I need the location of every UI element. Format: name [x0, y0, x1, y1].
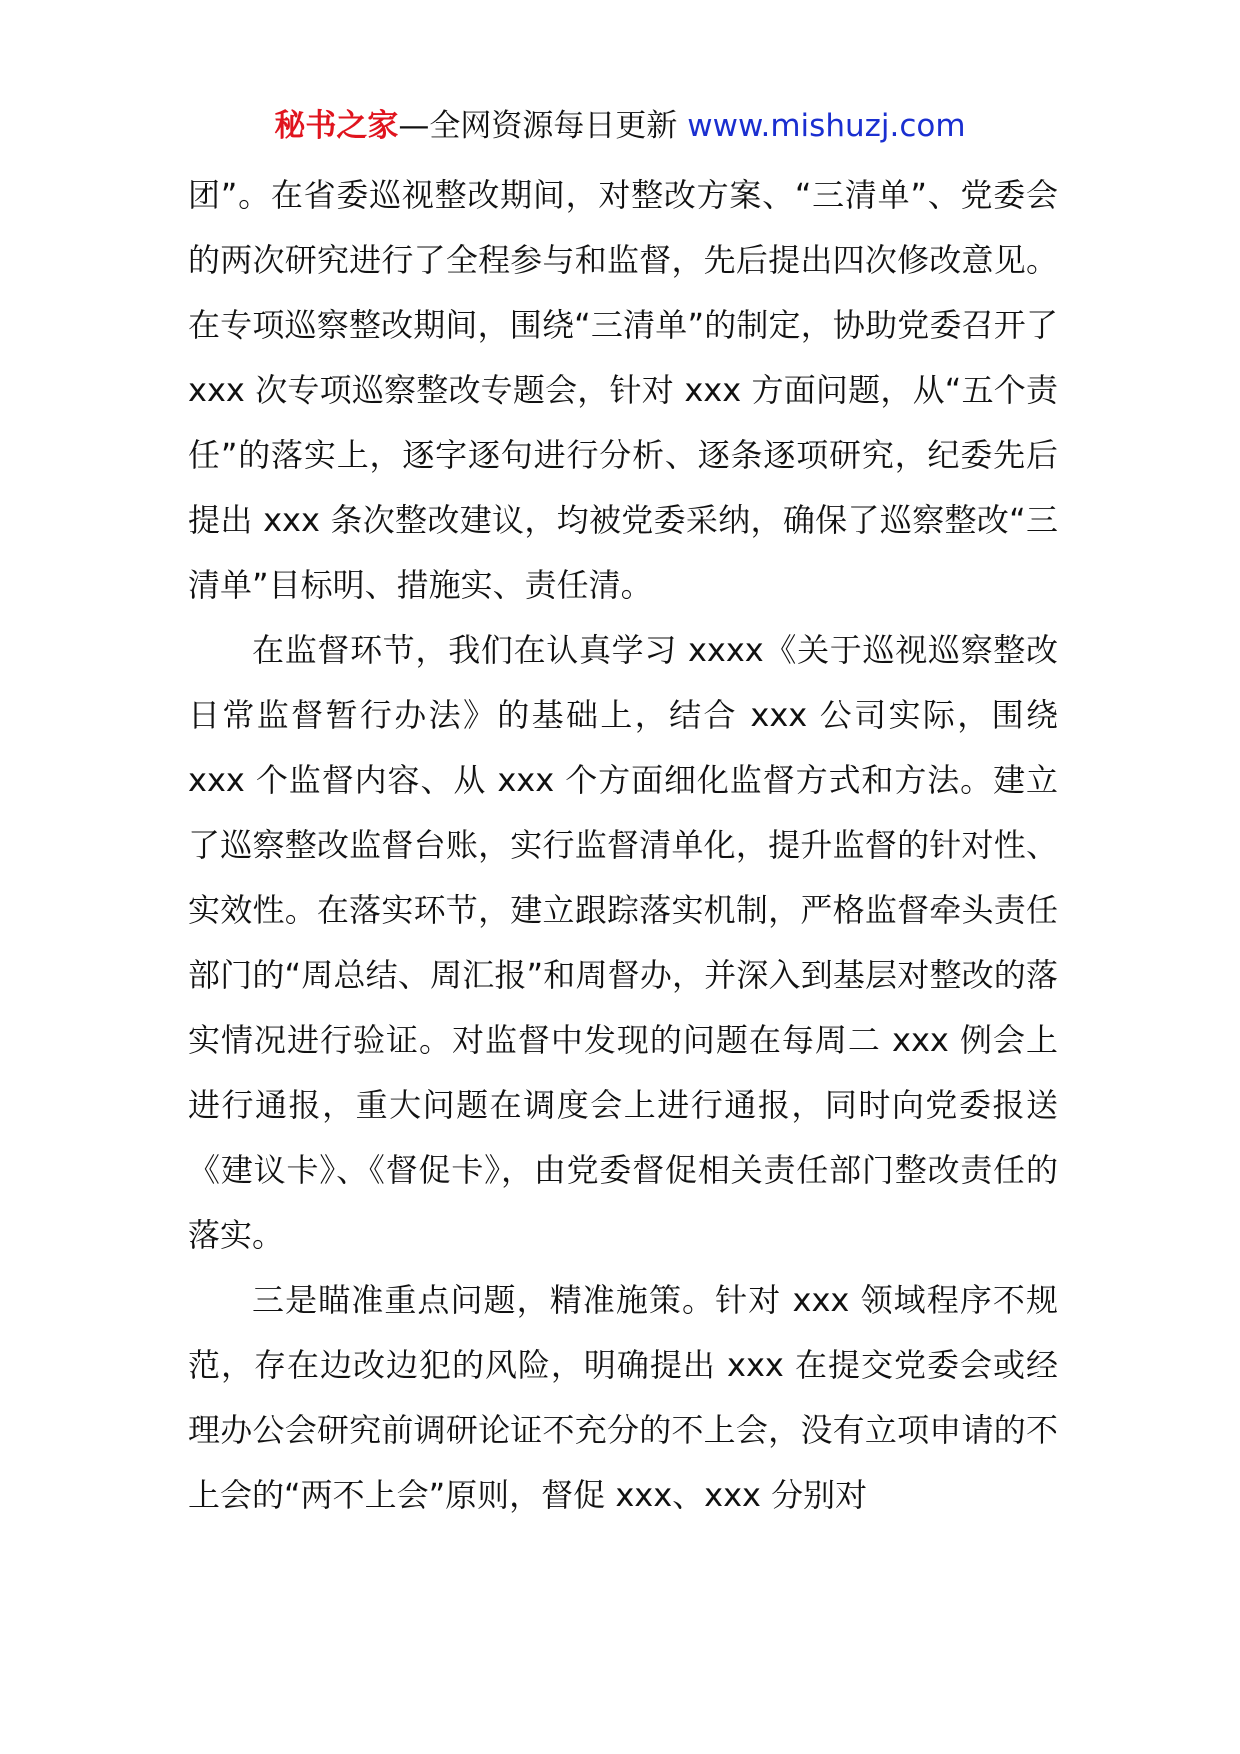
watermark-header [0, 104, 1240, 148]
brand-name: 秘书之家 [274, 108, 399, 144]
document-body [188, 163, 1058, 1528]
paragraph-3: 三是瞄准重点问题，精准施策。针对 xxx 领域程序不规范，存在边改边犯的风险，明确提出 xxx 在提交党委会或经理办公会研究前调研论证不充分的不上会，没有立项申请的不上会的“两不上会”原则，督促 xxx、xxx 分别对 [188, 1281, 1058, 1514]
paragraph-2: 在监督环节，我们在认真学习 xxxx《关于巡视巡察整改日常监督暂行办法》的基础上，结合 xxx 公司实际，围绕 xxx 个监督内容、从 xxx 个方面细化监督方式和方法。建立了巡察整改监督台账，实行监督清单化，提升监督的针对性、实效性。在落实环节，建立跟踪落实机制，严格监督牵头责任部门的“周总结、周汇报”和周督办，并深入到基层对整改的落实情况进行验证。对监督中发现的问题在每周二 xxx 例会上进行通报，重大问题在调度会上进行通报，同时向党委报送《建议卡》、《督促卡》，由党委督促相关责任部门整改责任的落实。 [188, 631, 1058, 1254]
header-tagline: —全网资源每日更新 [398, 108, 688, 144]
website-link[interactable]: www.mishuzj.com [687, 108, 966, 144]
paragraph-1: 团”。在省委巡视整改期间，对整改方案、“三清单”、党委会的两次研究进行了全程参与和监督，先后提出四次修改意见。在专项巡察整改期间，围绕“三清单”的制定，协助党委召开了 xxx 次专项巡察整改专题会，针对 xxx 方面问题，从“五个责任”的落实上，逐字逐句进行分析、逐条逐项研究，纪委先后提出 xxx 条次整改建议，均被党委采纳，确保了巡察整改“三清单”目标明、措施实、责任清。 [188, 176, 1058, 604]
